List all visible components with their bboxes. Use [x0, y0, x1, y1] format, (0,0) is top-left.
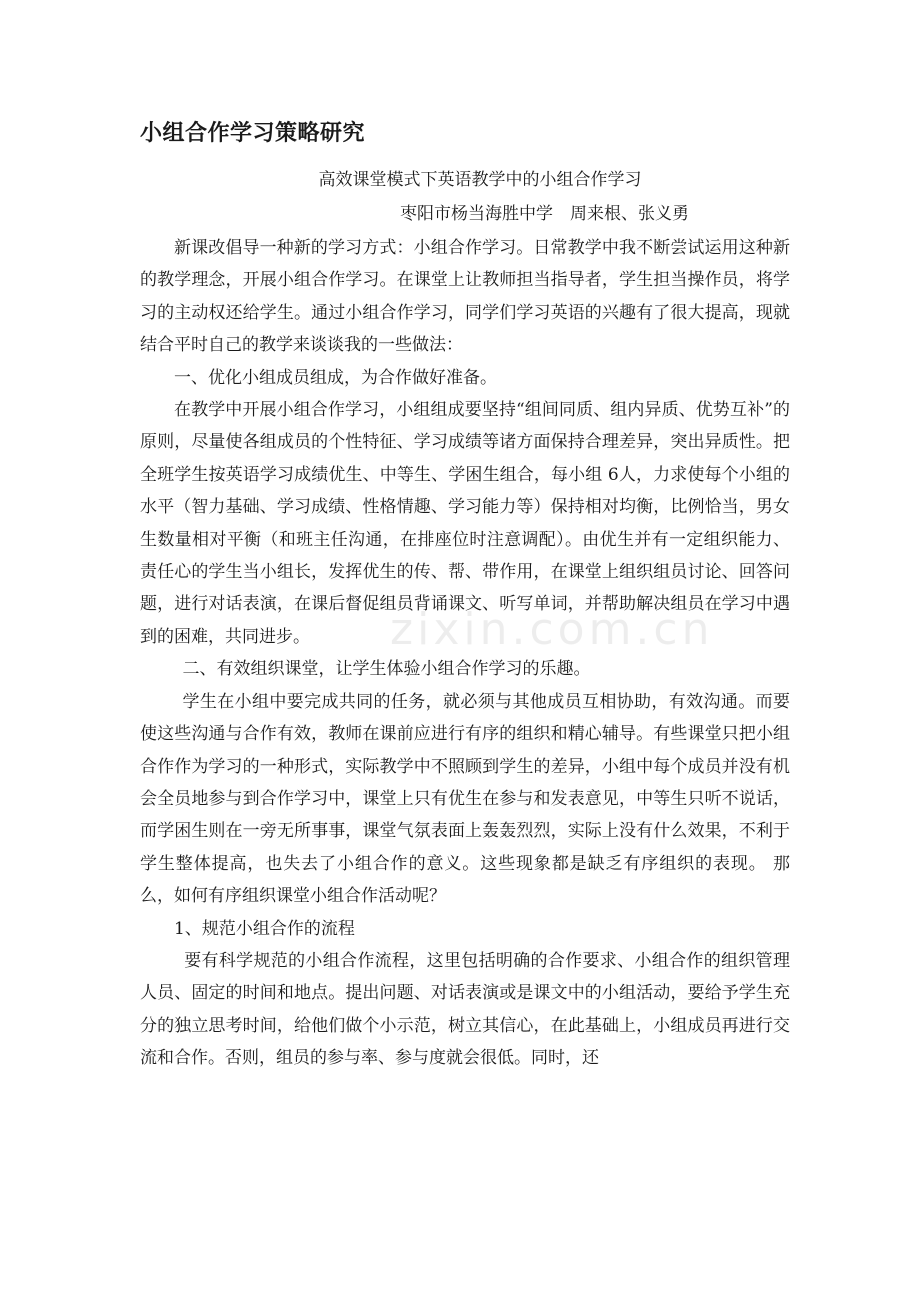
- paragraph-organization: 学生在小组中要完成共同的任务，就必须与其他成员互相协助，有效沟通。而要使这些沟通与合作有效，教师在课前应进行有序的组织和精心辅导。有些课堂只把小组合作作为学习的一种形式，实际教学中不照顾到学生的差异，小组中每个成员并没有机会全员地参与到合作学习中，课堂上只有优生在参与和发表意见，中等生只听不说话，而学困生则在一旁无所事事，课堂气氛表面上轰轰烈烈，实际上没有什么效果，不利于学生整体提高，也失去了小组合作的意义。这些现象都是缺乏有序组织的表现。 那么，如何有序组织课堂小组合作活动呢？: [140, 691, 790, 907]
- document-author: 枣阳市杨当海胜中学 周来根、张义勇: [400, 204, 689, 224]
- document-subtitle: 高效课堂模式下英语教学中的小组合作学习: [318, 170, 642, 190]
- paragraph-grouping: 在教学中开展小组合作学习，小组组成要坚持“组间同质、组内异质、优势互补”的原则，尽量使各组成员的个性特征、学习成绩等诸方面保持合理差异，突出异质性。把全班学生按英语学习成绩优生、中等生、学困生组合，每小组 6人，力求使每个小组的水平（智力基础、学习成绩、性格情趣、学习能力等）保持相对均衡，比例恰当，男女生数量相对平衡（和班主任沟通，在排座位时注意调配）。由优生并有一定组织能力、责任心的学生当小组长，发挥优生的传、帮、带作用，在课堂上组织组员讨论、回答问题，进行对话表演，在课后督促组员背诵课文、听写单词，并帮助解决组员在学习中遇到的困难，共同进步。: [140, 400, 790, 647]
- paragraph-process: 要有科学规范的小组合作流程，这里包括明确的合作要求、小组合作的组织管理人员、固定的时间和地点。提出问题、对话表演或是课文中的小组活动，要给予学生充分的独立思考时间，给他们做个小示范，树立其信心，在此基础上，小组成员再进行交流和合作。否则，组员的参与率、参与度就会很低。同时，还: [140, 950, 790, 1069]
- section-heading-2: 二、有效组织课堂，让学生体验小组合作学习的乐趣。: [182, 659, 591, 680]
- paragraph-intro: 新课改倡导一种新的学习方式：小组合作学习。日常教学中我不断尝试运用这种新的教学理念，开展小组合作学习。在课堂上让教师担当指导者，学生担当操作员，将学习的主动权还给学生。通过小组合作学习，同学们学习英语的兴趣有了很大提高，现就结合平时自己的教学来谈谈我的一些做法：: [140, 238, 790, 356]
- document-title: 小组合作学习策略研究: [140, 121, 366, 146]
- document-body: [140, 232, 790, 1075]
- watermark: zixin.com.cn: [390, 604, 714, 655]
- section-heading-1: 一、优化小组成员组成，为合作做好准备。: [174, 367, 497, 388]
- subsection-heading-1: 1、规范小组合作的流程: [174, 918, 355, 939]
